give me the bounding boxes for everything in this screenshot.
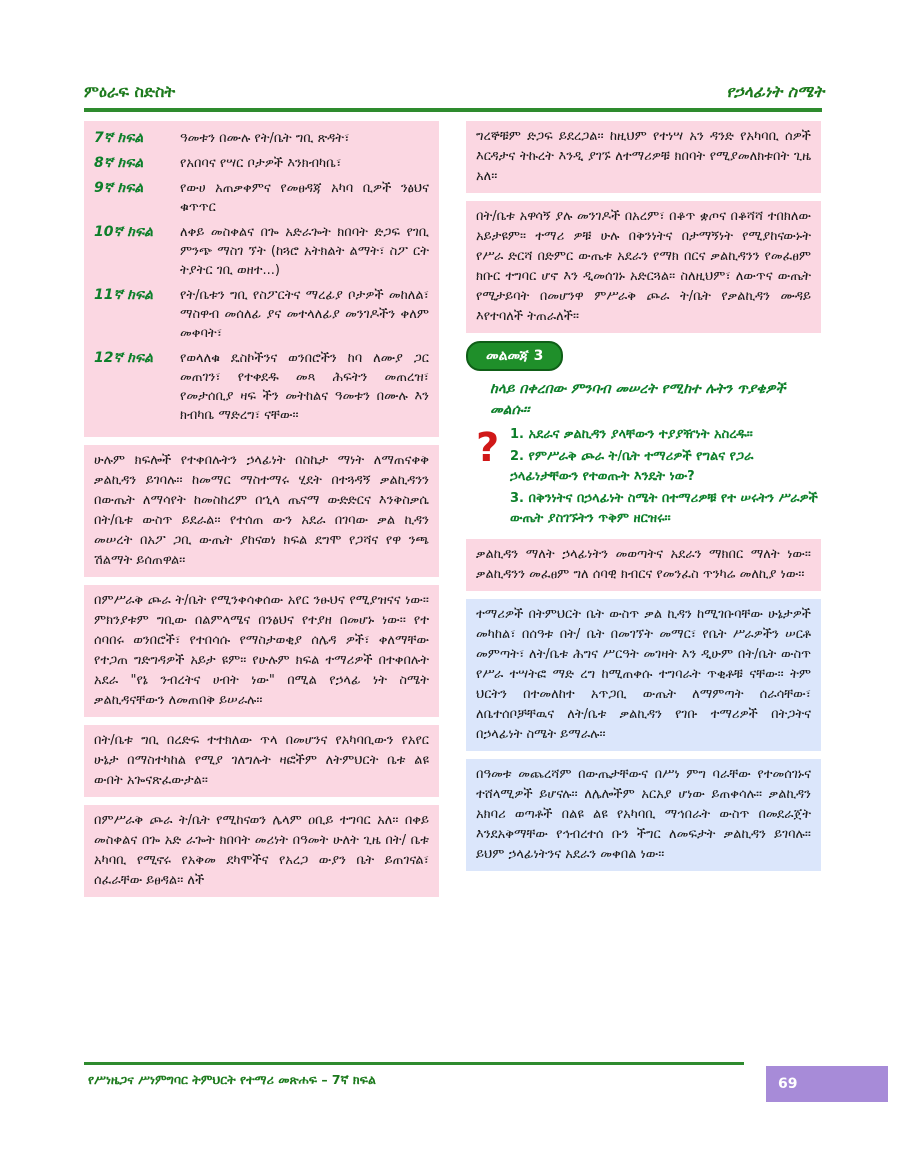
page-number: 69 <box>766 1066 888 1102</box>
left-column <box>84 121 439 905</box>
body-paragraph: በምሥራቅ ጮራ ት/ቤት የሚንቀሳቀሰው አየር ንፁህና የሚያዝናና ነው፡፡ ምክንያቱም ግቢው በልምላሜና በንፅህና የተያዘ በመሆኑ ነው፡፡ የተ ሰባበሩ ወንበሮች፣ የተበሳሱ የማስታወቂያ ሰሌዳ ዎች፣ ቀለማቸው የተጋጠ ግድግዳዎች አይታ ዩም፡፡ የሁሉም ክፍል ተማሪዎች በተቀበሉት አደራ "የኔ ንብረትና ሀብት ነው" በሚል የኃላፊ ነት ስሜት ቃልኪዳናቸውን ለመጠበቅ ይሠራሉ፡፡ <box>84 585 439 717</box>
header-divider <box>84 108 822 112</box>
chapter-title: ምዕራፍ ስድስት <box>84 82 176 101</box>
activity-section <box>466 341 821 529</box>
grade-label: 8ኛ ክፍል <box>94 155 144 171</box>
grade-duty-text: ለቀይ መስቀልና በጐ አድራጐት ክበባት ድጋፍ የገቢ ምንጭ ማስገ ኘት (ከጓሮ አትክልት ልማት፣ ስፖ ርት ትያትር ገቢ ወዘተ...) <box>180 225 429 278</box>
question-list <box>510 425 821 529</box>
grade-duty-text: ዓመቱን በሙሉ የት/ቤት ግቢ ጽዳት፣ <box>180 131 350 146</box>
body-paragraph: ግረኞቹም ድጋፍ ይደረጋል፡፡ ከዚህም የተነሣ አን ዳንድ የአካባቢ ሰዎች እርዳታና ትኩረት እንዲ ያገኙ ለተማሪዎቹ ክበባት የሚያመለክቱበት ጊዜ አለ፡፡ <box>466 121 821 193</box>
footer-divider <box>84 1062 744 1065</box>
grade-duty-text: የውሀ አጠቃቀምና የመፀዳጃ አካባ ቢዎች ንፅህና ቁጥጥር <box>180 181 429 215</box>
question-item: 3. በቅንነትና በኃላፊነት ስሜት በተማሪዎቹ የተ ሠሩትን ሥራዎች ውጤት ያስገኙትን ጥቅም ዘርዝሩ፡፡ <box>510 491 818 526</box>
grade-duty-item <box>94 179 429 217</box>
grade-label: 12ኛ ክፍል <box>94 350 153 366</box>
grade-duty-item <box>94 154 429 173</box>
activity-instruction: ከላይ በቀረበው ምንባብ መሠረት የሚከተ ሉትን ጥያቄዎች መልሱ፡፡ <box>490 381 786 418</box>
body-paragraph: በዓመቱ መጨረሻም በውጤታቸውና በሥነ ምግ ባራቸው የተመሰገኑና ተሸላሚዎች ይሆናሉ፡፡ ለሌሎችም አርአያ ሆነው ይጠቀሳሉ፡፡ ቃልኪዳን አክባሪ ወጣቶች በልዩ ልዩ የአካባቢ ማኅበራት ውስጥ በመደራጀት እንደአቅማቸው የኅብረተሰ ቡን ችግር ለመፍታት ቃልኪዳን ይገባሉ፡፡ ይህም ኃላፊነትንና አደራን መቀበል ነው፡፡ <box>466 759 821 871</box>
right-column <box>466 121 821 879</box>
body-paragraph: ተማሪዎች በትምህርት ቤት ውስጥ ቃል ኪዳን ከሚገቡባቸው ሁኔታዎች መካከል፣ በሰዓቱ በት/ ቤት በመገኘት መማር፣ የቤት ሥራዎችን ሠርቶ መምጣት፣ ለት/ቤቱ ሕግና ሥርዓት መገዛት እን ዲሁም በት/ቤት ውስጥ የሥራ ተሣትፎ ማድ ረግ ከሚጠቀሱ ተግባራት ጥቂቶቹ ናቸው፡፡ ትም ህርትን በተመለከተ አጥጋቢ ውጤት ለማምጣት ሰራሳቸው፣ ለቤተሰቦቻቸዉና ለት/ቤቱ ቃልኪዳን የገቡ ተማሪዎች በትጋትና በኃላፊነት ስሜት ይማራሉ፡፡ <box>466 599 821 751</box>
question-block <box>466 379 821 529</box>
activity-badge: መልመጃ 3 <box>466 341 563 371</box>
question-mark-icon: ? <box>476 425 500 471</box>
grade-label: 9ኛ ክፍል <box>94 180 144 196</box>
grade-duties-box <box>84 121 439 437</box>
page-header <box>84 78 824 108</box>
grade-label: 11ኛ ክፍል <box>94 287 153 303</box>
book-title-footer: የሥነዜጋና ሥነምግባር ትምህርት የተማሪ መጽሐፍ – 7ኛ ክፍል <box>88 1072 376 1087</box>
grade-duty-item <box>94 129 429 148</box>
grade-label: 7ኛ ክፍል <box>94 130 144 146</box>
question-item: 1. አደራና ቃልኪዳን ያላቸውን ተያያዥነት አስረዱ፡፡ <box>510 427 753 442</box>
definition-box: ቃልኪዳን ማለት ኃላፊነትን መወጣትና አደራን ማክበር ማለት ነው፡፡ ቃልኪዳንን መፈፀም ግለ ሰባዊ ክብርና የመንፈስ ጥንካሬ መለኪያ ነው፡፡ <box>466 539 821 591</box>
grade-label: 10ኛ ክፍል <box>94 224 153 240</box>
grade-duty-text: የወላለቁ ዴስኮችንና ወንበሮችን ከባ ለሙያ ጋር መጠገን፣ የተቀደዱ መጻ ሕፍትን መጠረዝ፣ የመታሰቢያ ዛፍ ችን መትከልና ዓመቱን በሙሉ እን ክብካቤ ማድረግ፣ ናቸው፡፡ <box>180 351 429 423</box>
body-paragraph: በት/ቤቱ አዋሳኝ ያሉ መንገዶች በአረም፣ በቆጥ ቋጦና በቆሻሻ ተበክለው አይታዩም፡፡ ተማሪ ዎቹ ሁሉ በቅንነትና በታማኝነት የሚያከናውኑት የሥራ ድርሻ በድምር ውጤቱ አደራን የማክ በርና ቃልኪዳንን የመፈፀም ክቡር ተግባር ሆኖ እን ዲመሰገኑ አድርጓል፡፡ ስለዚህም፣ ለውጥና ውጤት የሚታይባት በመሆንዋ ምሥራቅ ጮራ ት/ቤት የቃልኪዳን ሙዳይ እየተባለች ትጠራለች፡፡ <box>466 201 821 333</box>
grade-duty-text: የአበባና የሣር ቦታዎች እንክብካቤ፣ <box>180 156 342 171</box>
body-paragraph: በት/ቤቱ ግቢ በረድፍ ተተክለው ጥላ በመሆንና የአካባቢውን የአየር ሁኔታ በማስተካከል የሚያ ገለግሉት ዛፎችም ለትምህርት ቤቱ ልዩ ውበት አጐናጽፈውታል፡፡ <box>84 725 439 797</box>
body-paragraph: በምሥራቅ ጮራ ት/ቤት የሚከናወን ሌላም ዐቢይ ተግባር አለ፡፡ በቀይ መስቀልና በጐ አድ ራጐት ክበባት መሪነት በዓመት ሁለት ጊዜ በት/ ቤቱ አካባቢ የሚኖሩ የአቅመ ደካሞችና የአረጋ ውያን ቤት ይጠገናል፣ ሰፈራቸው ይፀዳል፡፡ ለች <box>84 805 439 897</box>
body-paragraph: ሁሉም ክፍሎች የተቀበሉትን ኃላፊነት በስኬታ ማነት ለማጠናቀቅ ቃልኪዳን ይገባሉ፡፡ ከመማር ማስተማሩ ሂደት በተጓዳኝ ቃልኪዳንን በውጤት ለማሳየት ከመስከረም በኂላ ጤናማ ውድድርና እንቅስቃሴ በት/ቤቱ ውስጥ ይደራል፡፡ የተሰጠ ውን አደራ በገባው ቃል ኪዳን መሠረት በአፖ ጋቢ ውጤት ያከናወነ ክፍል ደግሞ የጋሻና የዋ ንጫ ሽልማት ይሰጠዋል፡፡ <box>84 445 439 577</box>
grade-duty-item <box>94 286 429 343</box>
section-title: የኃላፊነት ስሜት <box>726 82 824 101</box>
question-item: 2. የምሥራቅ ጮራ ት/ቤት ተማሪዎች የግልና የጋራ ኃላፊነታቸውን የተወጡት እንዴት ነው? <box>510 449 754 484</box>
grade-duty-item <box>94 349 429 425</box>
grade-duty-item <box>94 223 429 280</box>
grade-duty-text: የት/ቤቱን ግቢ የስፖርትና ማረፊያ ቦታዎች መከለል፣ ማስዋብ መሰለፊ ያና መተላለፊያ መንገዶችን ቀለም መቀባት፣ <box>180 288 429 341</box>
